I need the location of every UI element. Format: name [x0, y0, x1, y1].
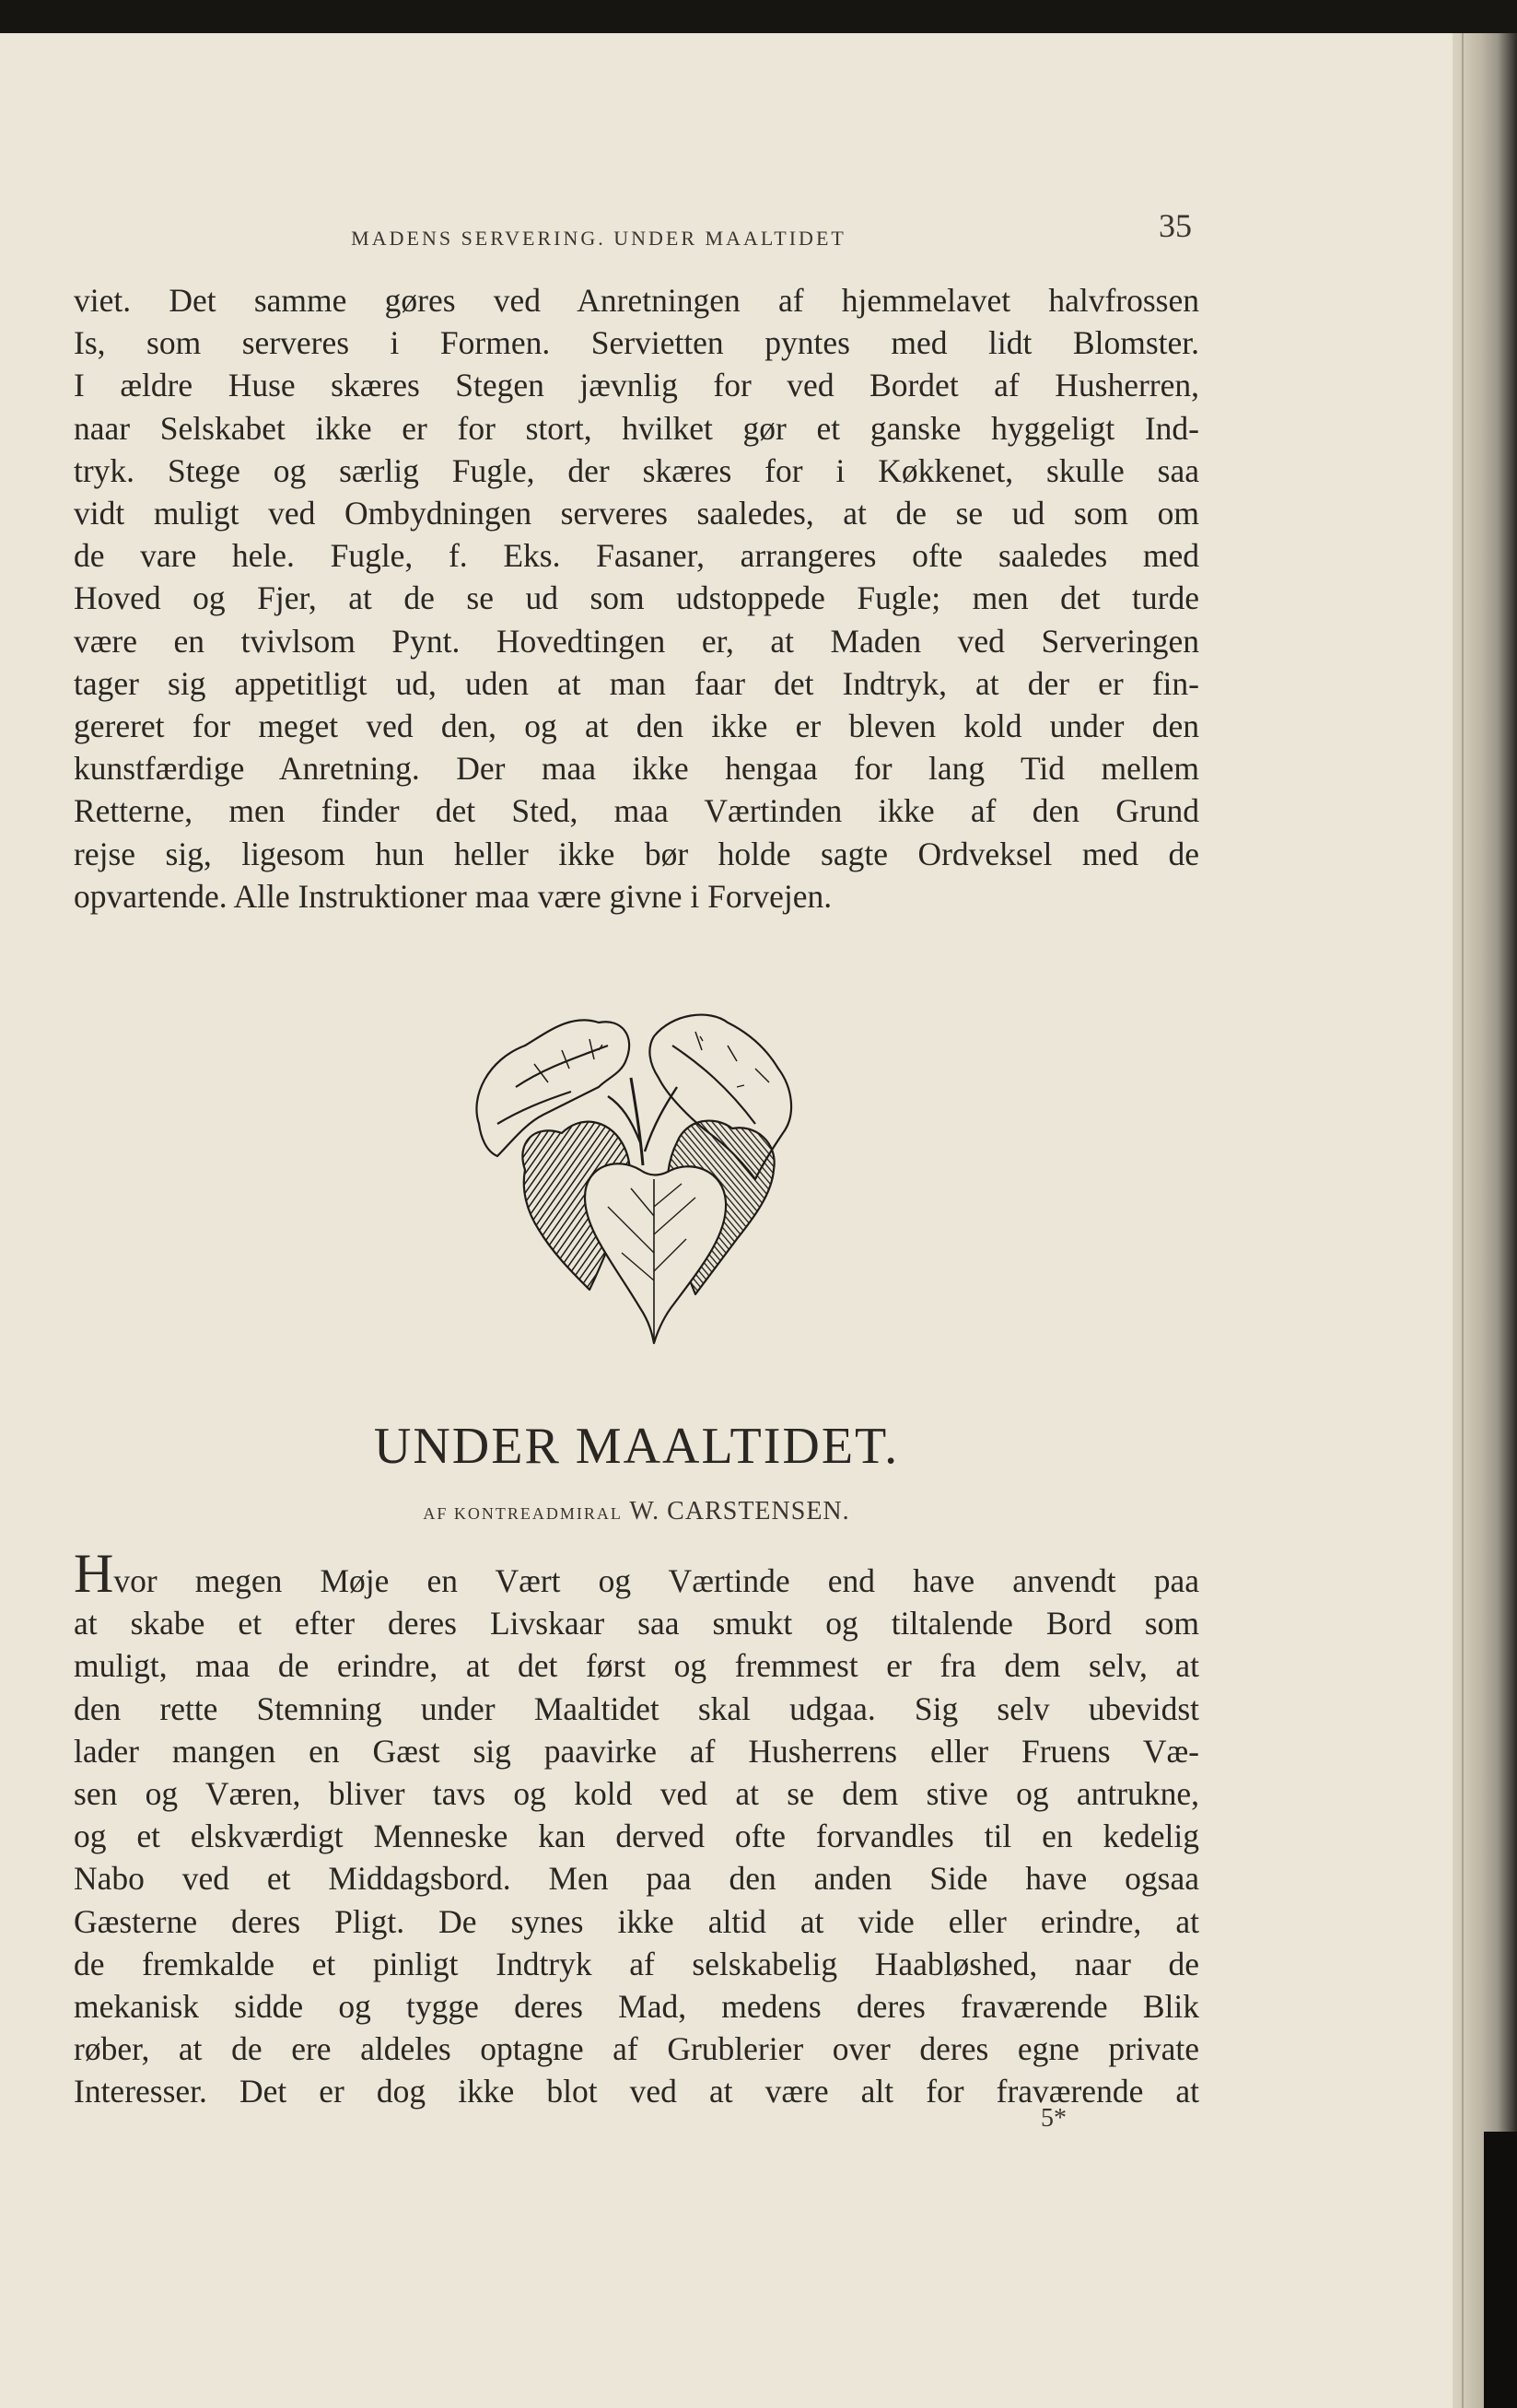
text-line: sen og Væren, bliver tavs og kold ved at se dem stive og antrukne,	[74, 1775, 1199, 1813]
page-number: 35	[1159, 207, 1192, 244]
text-line: de vare hele. Fugle, f. Eks. Fasaner, arrangeres ofte saaledes med	[74, 537, 1199, 575]
text-line: Gæsterne deres Pligt. De synes ikke altid at vide eller erindre, at	[74, 1902, 1199, 1940]
text-line: og et elskværdigt Menneske kan derved ofte forvandles til en kedelig	[74, 1818, 1199, 1855]
text-line: opvartende. Alle Instruktioner maa være givne i Forvejen.	[74, 877, 833, 915]
text-line: muligt, maa de erindre, at det først og fremmest er fra dem selv, at	[74, 1647, 1199, 1685]
text-line: vidt muligt ved Ombydningen serveres saaledes, at de se ud som om	[74, 495, 1199, 532]
text-line: rejse sig, ligesom hun heller ikke bør holde sagte Ordveksel med de	[74, 835, 1199, 872]
leaf-ornament-icon	[461, 995, 820, 1345]
running-head: MADENS SERVERING. UNDER MAALTIDET	[351, 227, 846, 250]
text-line: de fremkalde et pinligt Indtryk af selskabelig Haabløshed, naar de	[74, 1945, 1199, 1982]
text-line: gereret for meget ved den, og at den ikke er bleven kold under den	[74, 707, 1199, 745]
text-line: tryk. Stege og særlig Fugle, der skæres for i Køkkenet, skulle saa	[74, 451, 1199, 489]
paragraph-top	[74, 279, 1199, 918]
text-line: røber, at de ere aldeles optagne af Grublerier over deres egne private	[74, 2030, 1199, 2068]
text-line: naar Selskabet ikke er for stort, hvilket gør et ganske hyggeligt Ind-	[74, 409, 1199, 447]
first-line-text: vor megen Møje en Vært og Værtinde end have anvendt paa	[113, 1562, 1199, 1599]
book-page-edge	[1453, 33, 1517, 2408]
paragraph-bottom	[74, 1543, 1199, 2113]
text-line: Hoved og Fjer, at de se ud som udstoppede Fugle; men det turde	[74, 579, 1199, 617]
byline-author: W. CARSTENSEN.	[629, 1497, 850, 1525]
scan-corner-shadow	[1484, 2132, 1517, 2408]
scan-top-edge	[0, 0, 1517, 33]
text-line: I ældre Huse skæres Stegen jævnlig for ved Bordet af Husherren,	[74, 367, 1199, 404]
byline	[0, 1497, 1273, 1526]
text-line: den rette Stemning under Maaltidet skal udgaa. Sig selv ubevidst	[74, 1689, 1199, 1727]
section-title: UNDER MAALTIDET.	[373, 1418, 900, 1475]
text-line: være en tvivlsom Pynt. Hovedtingen er, at Maden ved Serveringen	[74, 622, 1199, 660]
paragraph-bottom-first-line	[74, 1543, 1199, 1604]
drop-cap: H	[74, 1543, 114, 1604]
text-line: viet. Det samme gøres ved Anretningen af hjemmelavet halvfrossen	[74, 282, 1199, 319]
text-line: at skabe et efter deres Livskaar saa smukt og tiltalende Bord som	[74, 1605, 1199, 1642]
text-line: Is, som serveres i Formen. Servietten pyntes med lidt Blomster.	[74, 324, 1199, 362]
byline-prefix: AF KONTREADMIRAL	[423, 1504, 623, 1523]
text-line: kunstfærdige Anretning. Der maa ikke hengaa for lang Tid mellem	[74, 750, 1199, 788]
text-line: mekanisk sidde og tygge deres Mad, medens deres fraværende Blik	[74, 1988, 1199, 2026]
text-line: Nabo ved et Middagsbord. Men paa den anden Side have ogsaa	[74, 1860, 1199, 1898]
text-line: Interesser. Det er dog ikke blot ved at være alt for fraværende at	[74, 2073, 1199, 2110]
text-line: tager sig appetitligt ud, uden at man faar det Indtryk, at der er fin-	[74, 664, 1199, 702]
signature-mark: 5*	[1041, 2104, 1067, 2133]
text-line: lader mangen en Gæst sig paavirke af Husherrens eller Fruens Væ-	[74, 1732, 1199, 1770]
text-line: Retterne, men finder det Sted, maa Værtinden ikke af den Grund	[74, 792, 1199, 830]
